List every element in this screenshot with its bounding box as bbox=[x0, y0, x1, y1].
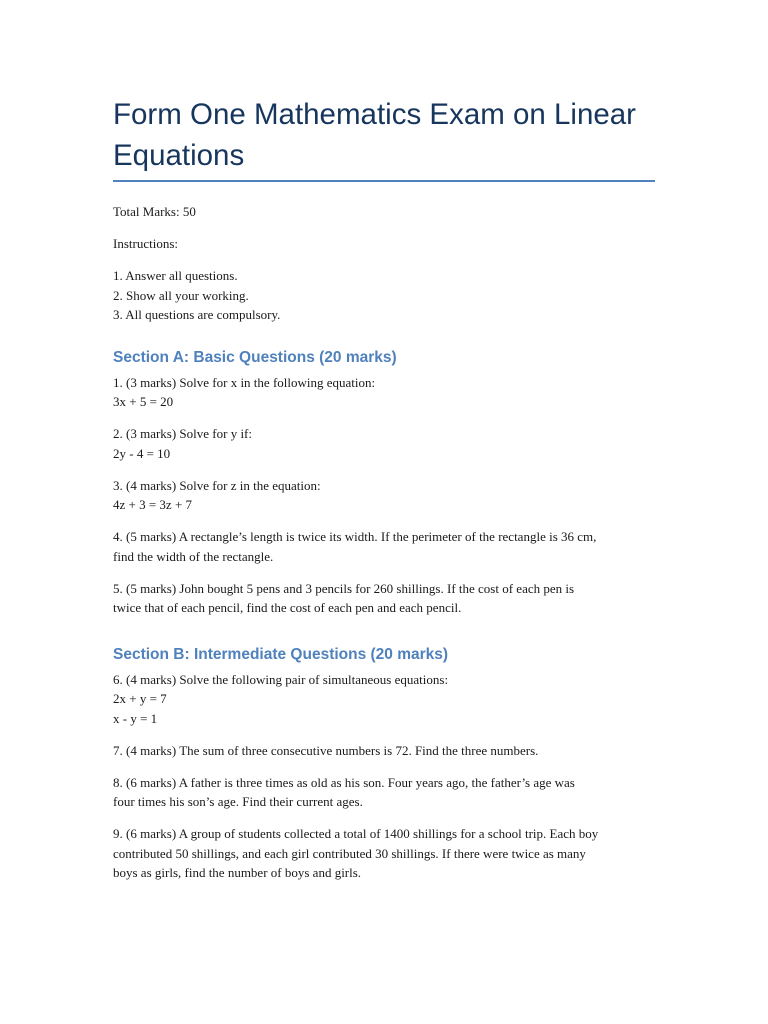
equation: 2x + y = 7 bbox=[113, 691, 167, 706]
instructions-list bbox=[113, 266, 655, 325]
document-title: Form One Mathematics Exam on Linear Equations bbox=[113, 98, 637, 172]
question-text: contributed 50 shillings, and each girl contributed 30 shillings. If there were twice as many bbox=[113, 845, 586, 861]
document-page bbox=[113, 94, 655, 895]
question-6 bbox=[113, 670, 655, 729]
question-text: 6. (4 marks) Solve the following pair of simultaneous equations: bbox=[113, 671, 449, 687]
section-heading: Section B: Intermediate Questions (20 marks) bbox=[113, 645, 449, 663]
section-a bbox=[113, 347, 655, 618]
equation: 4z + 3 = 3z + 7 bbox=[113, 497, 193, 512]
question-1 bbox=[113, 373, 655, 412]
question-text: 3. (4 marks) Solve for z in the equation: bbox=[113, 477, 321, 493]
equation: x - y = 1 bbox=[113, 710, 158, 726]
instruction-item: 2. Show all your working. bbox=[113, 287, 249, 303]
question-text: find the width of the rectangle. bbox=[113, 548, 274, 564]
section-b bbox=[113, 644, 655, 883]
question-text: 9. (6 marks) A group of students collected a total of 1400 shillings for a school trip. Each boy bbox=[113, 826, 599, 841]
question-3 bbox=[113, 476, 655, 515]
section-heading: Section A: Basic Questions (20 marks) bbox=[113, 348, 397, 366]
question-5 bbox=[113, 579, 655, 618]
title-underline bbox=[113, 180, 655, 182]
question-text: 8. (6 marks) A father is three times as old as his son. Four years ago, the father’s age was bbox=[113, 774, 575, 790]
question-7 bbox=[113, 741, 655, 761]
question-text: 4. (5 marks) A rectangle’s length is twice its width. If the perimeter of the rectangle is 36 cm, bbox=[113, 529, 597, 544]
equation: 3x + 5 = 20 bbox=[113, 394, 174, 409]
instruction-item: 1. Answer all questions. bbox=[113, 268, 238, 283]
question-2 bbox=[113, 424, 655, 463]
question-9 bbox=[113, 824, 655, 883]
question-text: 5. (5 marks) John bought 5 pens and 3 pencils for 260 shillings. If the cost of each pen is bbox=[113, 580, 575, 596]
question-text: 2. (3 marks) Solve for y if: bbox=[113, 426, 253, 441]
question-text: twice that of each pencil, find the cost of each pen and each pencil. bbox=[113, 600, 462, 615]
instructions-label: Instructions: bbox=[113, 236, 178, 251]
question-4 bbox=[113, 527, 655, 566]
equation: 2y - 4 = 10 bbox=[113, 445, 171, 461]
question-text: 1. (3 marks) Solve for x in the following equation: bbox=[113, 374, 376, 390]
total-marks: Total Marks: 50 bbox=[113, 204, 196, 219]
question-8 bbox=[113, 773, 655, 812]
question-text: 7. (4 marks) The sum of three consecutive numbers is 72. Find the three numbers. bbox=[113, 742, 539, 758]
instruction-item: 3. All questions are compulsory. bbox=[113, 307, 281, 322]
question-text: four times his son’s age. Find their current ages. bbox=[113, 794, 363, 809]
question-text: boys as girls, find the number of boys and girls. bbox=[113, 865, 362, 880]
